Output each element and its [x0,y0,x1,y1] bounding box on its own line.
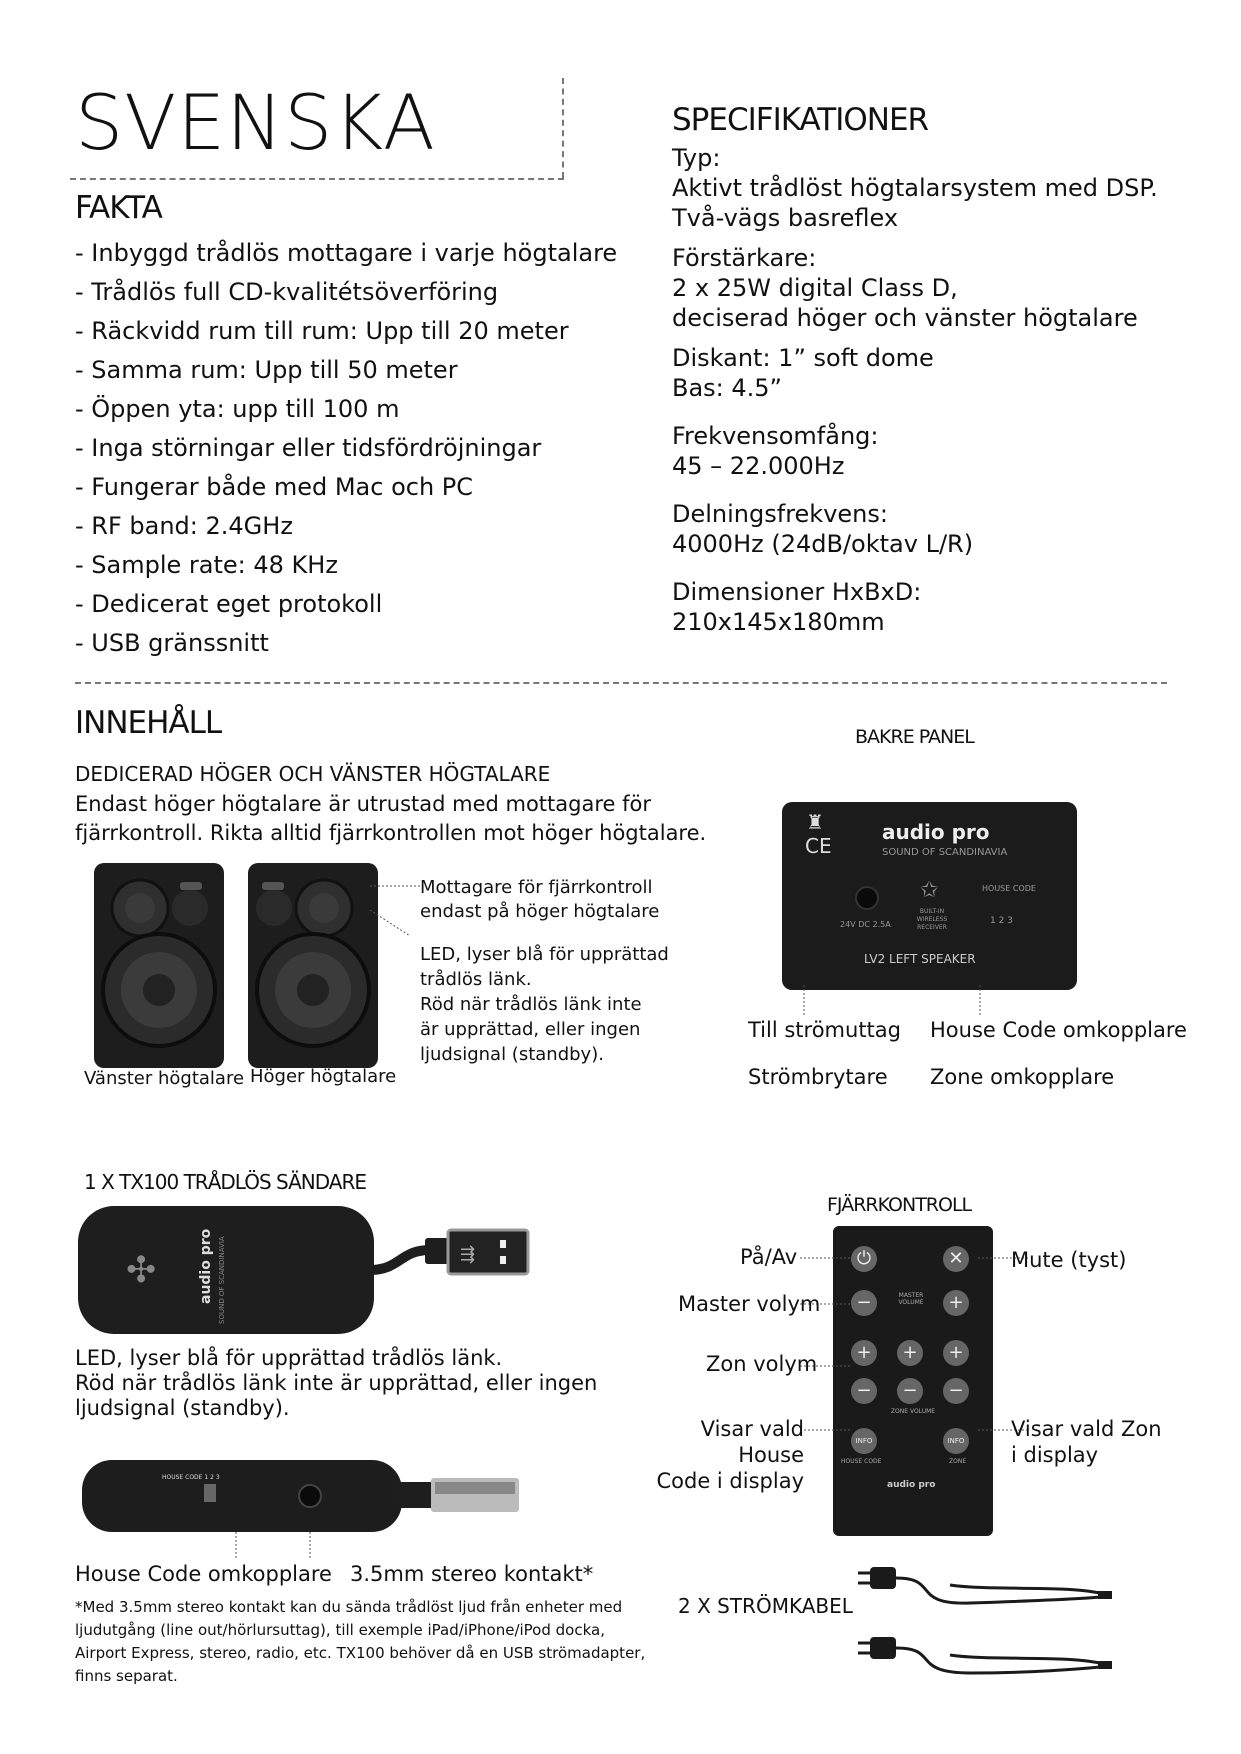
power-jack [855,886,879,910]
svg-text:⇶: ⇶ [460,1244,476,1265]
info-zone-button: INFO [943,1428,969,1454]
spec-block [672,577,1158,637]
spec-heading: SPECIFIKATIONER [672,102,929,138]
speakers-heading: DEDICERAD HÖGER OCH VÄNSTER HÖGTALARE [75,762,551,786]
master-minus-icon: − [851,1290,877,1316]
mute-label: Mute (tyst) [1011,1248,1127,1272]
spec-line: Dimensioner HxBxD: [672,578,922,606]
zone2-minus-icon: − [897,1378,923,1404]
label-line: Visar vald Zon [1011,1417,1162,1441]
info-house-button: INFO [851,1428,877,1454]
tx100-led-desc [75,1346,597,1421]
power-label: 24V DC 2.5A [840,920,891,929]
power-cables-image [850,1555,1120,1715]
stereo-contact-label: 3.5mm stereo kontakt* [350,1562,594,1586]
fakta-heading: FAKTA [75,190,162,226]
power-button-icon: ⏻ [851,1246,877,1272]
house-display-label [644,1416,804,1494]
divider [562,78,564,178]
list-item: - Inbyggd trådlös mottagare i varje högtalare [75,239,618,267]
speakers-illustration [80,858,380,1078]
callout-line: trådlös länk. [420,969,532,990]
callout-line: Mottagare för fjärrkontroll [420,877,653,898]
zone3-plus-icon: + [943,1340,969,1366]
house-code-small: HOUSE CODE [841,1458,882,1465]
ce-mark: CE [805,834,832,858]
spec-block [672,143,1158,233]
list-item: - USB gränssnitt [75,629,269,657]
master-volym-label: Master volym [678,1292,821,1316]
label-line: Code i display [656,1469,804,1493]
footnote [75,1596,645,1688]
zone-switch-label: Zone omkopplare [930,1065,1115,1089]
callout-line: Röd när trådlös länk inte [420,994,642,1015]
divider [70,178,564,180]
spec-line: Förstärkare: [672,244,817,272]
brand-logo: audio pro [882,820,990,844]
tx100-tagline: SOUND OF SCANDINAVIA [218,1236,226,1324]
callout-line: endast på höger högtalare [420,901,660,922]
master-plus-icon: + [943,1290,969,1316]
spec-line: 210x145x180mm [672,608,885,636]
house-code-digits: 1 2 3 [990,916,1013,926]
desc-line: LED, lyser blå för upprättad trådlös länk. [75,1346,503,1370]
spec-line: Delningsfrekvens: [672,500,888,528]
left-speaker-image [94,863,224,1068]
spec-line: 45 – 22.000Hz [672,452,845,480]
footnote-line: *Med 3.5mm stereo kontakt kan du sända trådlöst ljud från enheter med [75,1598,623,1616]
callout-line: är upprättad, eller ingen [420,1019,641,1040]
callout-receiver [420,876,659,924]
remote-brand: audio pro [887,1480,936,1490]
wireless-arrows-icon: ✣ [126,1250,157,1291]
speakers-desc [75,790,706,848]
left-speaker-label: Vänster högtalare [84,1068,245,1089]
spec-line: Typ: [672,144,721,172]
house-code-omkopplare-label: House Code omkopplare [75,1562,332,1586]
remote-heading: FJÄRRKONTROLL [827,1194,972,1216]
spec-line: Två-vägs basreflex [672,204,899,232]
spec-block [672,343,1158,403]
desc-line: fjärrkontroll. Rikta alltid fjärrkontrollen mot höger högtalare. [75,821,707,845]
list-item: - Fungerar både med Mac och PC [75,473,474,501]
desc-line: Röd när trådlös länk inte är upprättad, eller ingen [75,1371,598,1395]
master-volume-label: MASTER VOLUME [898,1292,924,1306]
spec-line: Aktivt trådlöst högtalarsystem med DSP. [672,174,1158,202]
page-title: SVENSKA [75,78,436,167]
usb-cable-image [370,1220,550,1310]
panel-leaders [780,985,1000,1020]
list-item: - RF band: 2.4GHz [75,512,293,540]
spec-line: deciserad höger och vänster högtalare [672,304,1138,332]
strombrytare-label: Strömbrytare [748,1065,888,1089]
desc-line: ljudsignal (standby). [75,1396,290,1420]
spec-line: 2 x 25W digital Class D, [672,274,958,302]
spec-line: Diskant: 1” soft dome [672,344,934,372]
zon-display-label [1011,1416,1162,1468]
house-code-label: HOUSE CODE [982,884,1036,893]
zone-volume-label: ZONE VOLUME [890,1408,936,1415]
spec-block [672,243,1158,333]
pa-av-label: På/Av [740,1245,798,1269]
tx100-top-image [78,1206,374,1334]
till-stromuttag-label: Till strömuttag [748,1018,901,1042]
remote-leaders [800,1250,1030,1440]
zone1-plus-icon: + [851,1340,877,1366]
list-item: - Samma rum: Upp till 50 meter [75,356,458,384]
right-speaker-image [248,863,378,1068]
spec-block [672,499,1158,559]
tx100-side-image [82,1460,402,1532]
right-speaker-label: Höger högtalare [250,1066,397,1087]
receiver-star-icon: ✩ [920,878,939,903]
label-line: i display [1011,1443,1099,1467]
back-panel-image [782,802,1077,990]
list-item: - Inga störningar eller tidsfördröjningar [75,434,542,462]
usb-plug-side-image [395,1470,525,1525]
footnote-line: Airport Express, stereo, radio, etc. TX100 behöver då en USB strömadapter, [75,1644,646,1662]
tx100-brand: audio pro [198,1228,214,1304]
tx100-side-leaders [230,1532,330,1564]
list-item: - Sample rate: 48 KHz [75,551,338,579]
list-item: - Räckvidd rum till rum: Upp till 20 meter [75,317,569,345]
innehall-heading: INNEHÅLL [75,705,222,741]
label-line: Visar vald House [700,1417,804,1467]
house-code-switch-label: House Code omkopplare [930,1018,1187,1042]
panel-heading: BAKRE PANEL [855,726,974,748]
callout-line: ljudsignal (standby). [420,1044,604,1065]
mute-button-icon: ✕ [943,1246,969,1272]
fakta-list [75,234,617,663]
zone-small: ZONE [949,1458,967,1465]
desc-line: Endast höger högtalare är utrustad med mottagare för [75,792,651,816]
zone3-minus-icon: − [943,1378,969,1404]
list-item: - Dedicerat eget protokoll [75,590,383,618]
footnote-line: finns separat. [75,1667,178,1685]
power-cable-2 [858,1637,1112,1673]
receiver-label: BUILT-IN WIRELESS RECEIVER [916,908,948,931]
spec-list [672,143,1158,637]
zone2-plus-icon: + [897,1340,923,1366]
side-house-code: HOUSE CODE 1 2 3 [162,1474,220,1481]
list-item: - Öppen yta: upp till 100 m [75,395,400,423]
zone1-minus-icon: − [851,1378,877,1404]
list-item: - Trådlös full CD-kvalitétsöverföring [75,278,499,306]
power-cable-1 [858,1567,1112,1603]
callout-line: LED, lyser blå för upprättad [420,944,669,965]
brand-tagline: SOUND OF SCANDINAVIA [882,847,1008,858]
speaker-label: LV2 LEFT SPEAKER [864,952,976,966]
spec-line: Frekvensomfång: [672,422,879,450]
callout-leaders [370,880,425,940]
disposal-icon: ♜ [806,810,824,834]
callout-led [420,942,669,1067]
spec-block [672,421,1158,481]
house-code-slider [204,1484,216,1502]
stereo-jack [298,1484,322,1508]
zon-volym-label: Zon volym [706,1352,818,1376]
footnote-line: ljudutgång (line out/hörlursuttag), till exemple iPad/iPhone/iPod docka, [75,1621,605,1639]
spec-line: 4000Hz (24dB/oktav L/R) [672,530,974,558]
tx100-heading: 1 X TX100 TRÅDLÖS SÄNDARE [84,1170,366,1194]
power-cable-label: 2 X STRÖMKABEL [678,1594,853,1618]
divider [75,682,1167,684]
spec-line: Bas: 4.5” [672,374,782,402]
